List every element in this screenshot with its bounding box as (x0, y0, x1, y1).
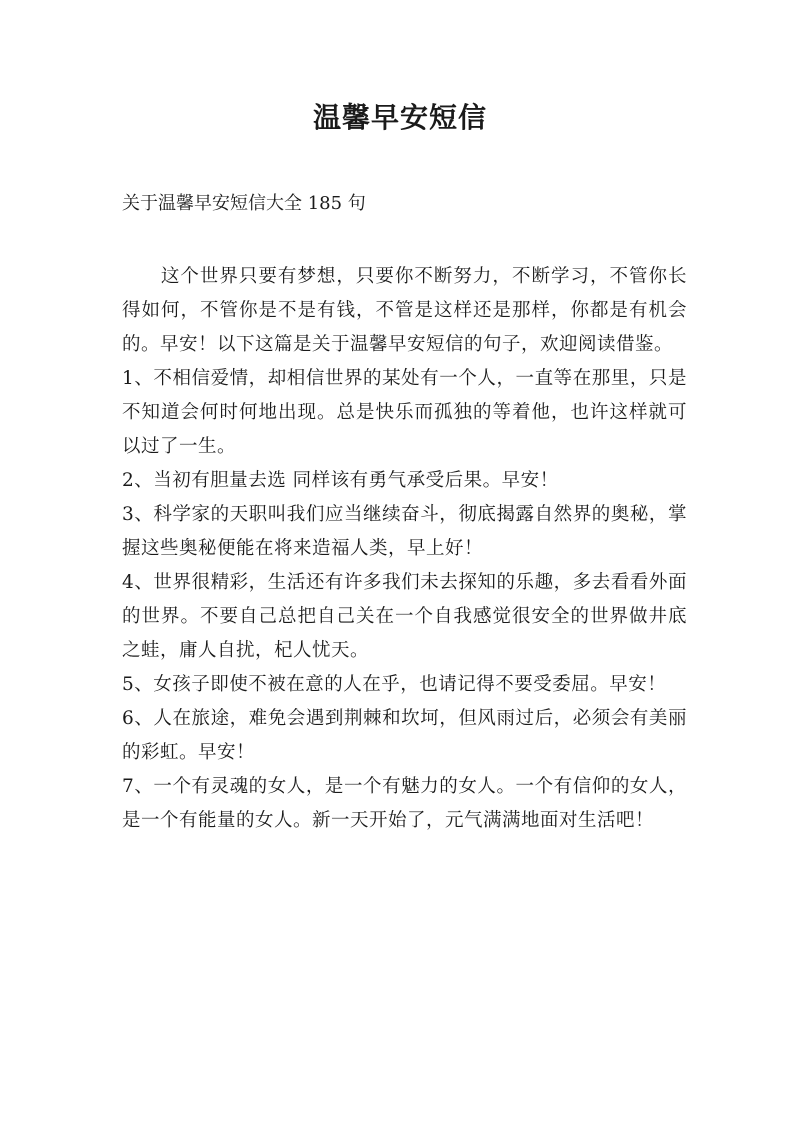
document-title: 温馨早安短信 (312, 101, 487, 134)
list-item: 6、人在旅途，难免会遇到荆棘和坎坷，但风雨过后，必须会有美丽的彩虹。早安！ (122, 708, 687, 763)
list-item: 4、世界很精彩，生活还有许多我们未去探知的乐趣，多去看看外面的世界。不要自己总把自己关在一个自我感觉很安全的世界做井底之蛙，庸人自扰，杞人忧天。 (122, 572, 687, 661)
document-body (122, 260, 687, 838)
document-subtitle: 关于温馨早安短信大全 185 句 (122, 193, 366, 214)
list-item: 1、不相信爱情，却相信世界的某处有一个人，一直等在那里，只是不知道会何时何地出现。总是快乐而孤独的等着他，也许这样就可以过了一生。 (122, 368, 687, 457)
list-item: 2、当初有胆量去选 同样该有勇气承受后果。早安！ (122, 470, 559, 491)
intro-paragraph: 这个世界只要有梦想，只要你不断努力，不断学习，不管你长得如何，不管你是不是有钱，不管是这样还是那样，你都是有机会的。早安！以下这篇是关于温馨早安短信的句子，欢迎阅读借鉴。 (122, 266, 687, 355)
list-item: 5、女孩子即使不被在意的人在乎，也请记得不要受委屈。早安！ (122, 674, 667, 695)
list-item: 3、科学家的天职叫我们应当继续奋斗，彻底揭露自然界的奥秘，掌握这些奥秘便能在将来造福人类，早上好！ (122, 504, 687, 559)
list-item: 7、一个有灵魂的女人，是一个有魅力的女人。一个有信仰的女人，是一个有能量的女人。新一天开始了，元气满满地面对生活吧！ (122, 776, 687, 831)
